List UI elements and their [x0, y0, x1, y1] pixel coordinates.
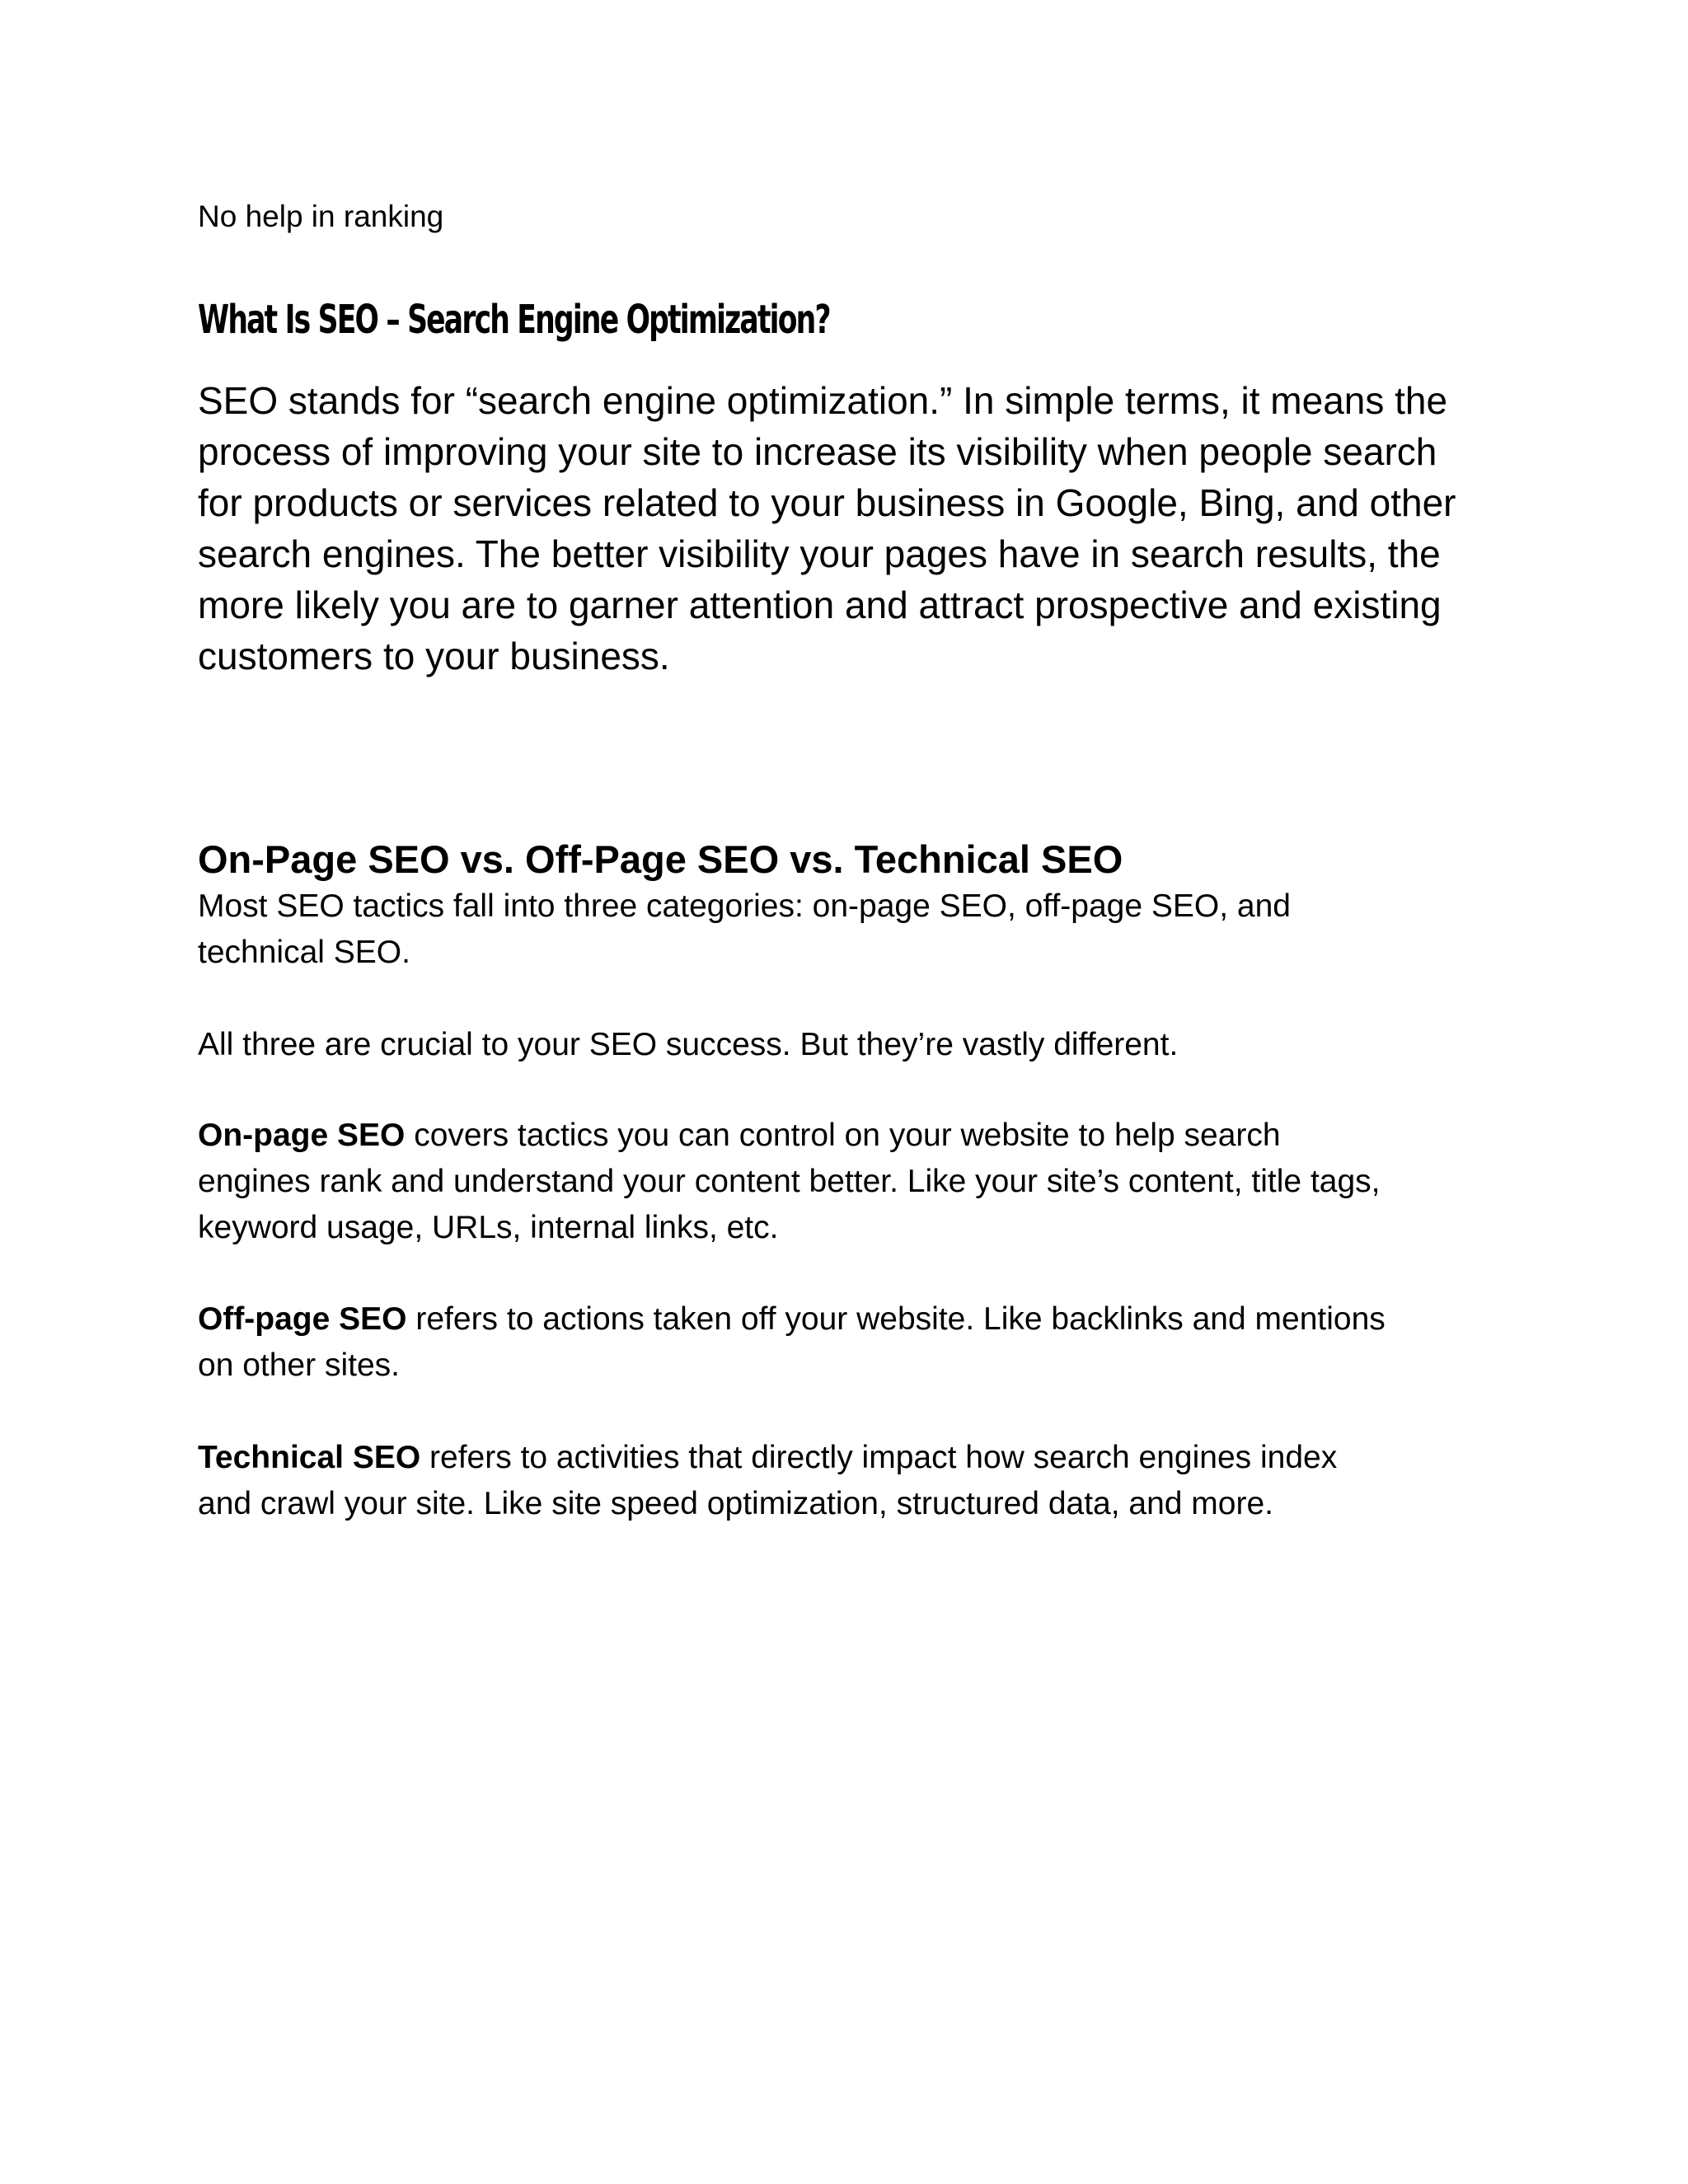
- technical-text: refers to activities that directly impact how search engines index: [420, 1440, 1338, 1475]
- seo-intro-paragraph: [198, 375, 1456, 682]
- onpage-paragraph: [198, 1113, 1381, 1251]
- onpage-text: covers tactics you can control on your website to help search: [405, 1118, 1281, 1153]
- onpage-term: On-page SEO: [198, 1118, 406, 1153]
- categories-line: technical SEO.: [198, 935, 410, 970]
- intro-line: process of improving your site to increase its visibility when people search: [198, 430, 1437, 473]
- offpage-text: refers to actions taken off your website. Like backlinks and mentions: [406, 1301, 1386, 1337]
- offpage-line: [198, 1296, 1386, 1343]
- technical-term: Technical SEO: [198, 1440, 421, 1475]
- technical-paragraph: [198, 1435, 1337, 1527]
- categories-line: Most SEO tactics fall into three categories: on-page SEO, off-page SEO, and: [198, 888, 1291, 924]
- offpage-term: Off-page SEO: [198, 1301, 407, 1337]
- seo-types-heading: On-Page SEO vs. Off-Page SEO vs. Technical SEO: [198, 837, 1123, 881]
- technical-line: [198, 1435, 1337, 1481]
- technical-line: and crawl your site. Like site speed optimization, structured data, and more.: [198, 1486, 1273, 1521]
- crucial-paragraph: All three are crucial to your SEO success. But they’re vastly different.: [198, 1027, 1179, 1062]
- intro-line: for products or services related to your business in Google, Bing, and other: [198, 481, 1456, 524]
- offpage-paragraph: [198, 1296, 1386, 1389]
- ranking-note: No help in ranking: [198, 199, 444, 233]
- onpage-line: engines rank and understand your content better. Like your site’s content, title tags,: [198, 1164, 1381, 1199]
- intro-line: SEO stands for “search engine optimization.” In simple terms, it means the: [198, 379, 1448, 422]
- onpage-line: [198, 1113, 1381, 1159]
- offpage-line: on other sites.: [198, 1347, 400, 1383]
- intro-line: search engines. The better visibility your pages have in search results, the: [198, 532, 1441, 575]
- intro-line: more likely you are to garner attention and attract prospective and existing: [198, 583, 1442, 626]
- intro-line: customers to your business.: [198, 635, 670, 677]
- seo-heading: What Is SEO – Search Engine Optimization?: [198, 297, 830, 343]
- onpage-line: keyword usage, URLs, internal links, etc.: [198, 1210, 779, 1245]
- categories-paragraph: [198, 883, 1291, 976]
